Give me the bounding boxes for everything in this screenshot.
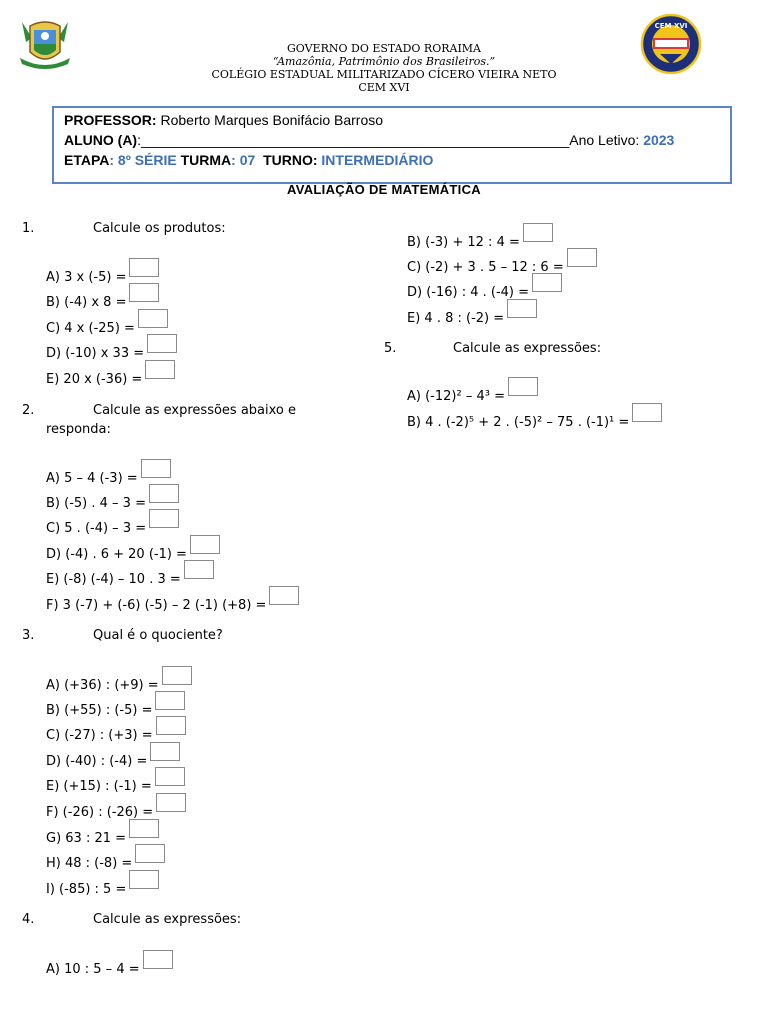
question-1-item-b: [46, 289, 159, 311]
item-text: D) (-4) . 6 + 20 (-1) =: [46, 547, 187, 562]
item-text: B) 4 . (-2)⁵ + 2 . (-5)² – 75 . (-1)¹ =: [407, 415, 630, 430]
answer-box[interactable]: [155, 691, 185, 710]
item-text: C) (-27) : (+3) =: [46, 728, 153, 743]
question-4-prompt: Calcule as expressões:: [93, 912, 242, 927]
item-text: E) (-8) (-4) – 10 . 3 =: [46, 572, 181, 587]
item-text: A) (-12)² – 4³ =: [407, 389, 505, 404]
question-2-item-c: [46, 515, 179, 537]
answer-box[interactable]: [156, 793, 186, 812]
item-text: B) (+55) : (-5) =: [46, 703, 153, 718]
stage-value: : 8º SÉRIE: [109, 152, 177, 168]
answer-box[interactable]: [141, 459, 171, 478]
answer-box[interactable]: [129, 870, 159, 889]
question-3-item-c: [46, 722, 186, 744]
question-4-item-a: [46, 956, 173, 978]
class-label: TURMA: [180, 152, 232, 168]
item-text: C) 5 . (-4) – 3 =: [46, 521, 147, 536]
item-text: C) (-2) + 3 . 5 – 12 : 6 =: [407, 260, 564, 275]
emblem-label: CEM XVI: [654, 22, 688, 30]
question-3-item-f: [46, 799, 186, 821]
header-government: GOVERNO DO ESTADO RORAIMA: [287, 42, 481, 55]
question-4-item-c: [407, 254, 597, 276]
answer-box[interactable]: [138, 309, 168, 328]
item-text: E) 20 x (-36) =: [46, 372, 143, 387]
item-text: H) 48 : (-8) =: [46, 856, 133, 871]
answer-box[interactable]: [190, 535, 220, 554]
question-5-prompt: Calcule as expressões:: [453, 341, 602, 356]
question-3-item-h: [46, 850, 165, 872]
answer-box[interactable]: [147, 334, 177, 353]
student-info-box: [52, 106, 732, 184]
answer-box[interactable]: [135, 844, 165, 863]
school-year-value: 2023: [643, 132, 675, 148]
question-1-item-d: [46, 340, 177, 362]
item-text: D) (-16) : 4 . (-4) =: [407, 285, 530, 300]
item-text: B) (-4) x 8 =: [46, 295, 127, 310]
question-2-item-f: [46, 592, 299, 614]
answer-box[interactable]: [507, 299, 537, 318]
item-text: A) 3 x (-5) =: [46, 270, 127, 285]
answer-box[interactable]: [269, 586, 299, 605]
question-4-item-b: [407, 229, 553, 251]
item-text: E) 4 . 8 : (-2) =: [407, 311, 505, 326]
item-text: A) 10 : 5 – 4 =: [46, 962, 140, 977]
question-4-item-e: [407, 305, 537, 327]
item-text: D) (-40) : (-4) =: [46, 754, 148, 769]
answer-box[interactable]: [129, 819, 159, 838]
shift-value: INTERMEDIÁRIO: [321, 152, 434, 168]
exam-title: AVALIAÇÃO DE MATEMÁTICA: [287, 182, 481, 197]
question-3-number: 3.: [22, 628, 35, 643]
student-line: [64, 132, 674, 148]
question-1-item-e: [46, 366, 175, 388]
header-school-name: COLÉGIO ESTADUAL MILITARIZADO CÍCERO VIEIRA NETO: [211, 68, 557, 81]
professor-name: Roberto Marques Bonifácio Barroso: [160, 112, 384, 128]
header-motto: “Amazônia, Patrimônio dos Brasileiros.”: [272, 55, 496, 68]
question-3-prompt: Qual é o quociente?: [93, 628, 223, 643]
school-year-label: Ano Letivo:: [569, 132, 644, 148]
item-text: G) 63 : 21 =: [46, 831, 127, 846]
answer-box[interactable]: [508, 377, 538, 396]
student-name-blank[interactable]: :_______________________________________________________: [137, 132, 570, 148]
answer-box[interactable]: [149, 509, 179, 528]
answer-box[interactable]: [632, 403, 662, 422]
header-school-code: CEM XVI: [358, 81, 410, 94]
question-1-number: 1.: [22, 221, 35, 236]
question-5-item-a: [407, 383, 538, 405]
item-text: A) (+36) : (+9) =: [46, 678, 159, 693]
stage-label: ETAPA: [64, 152, 110, 168]
item-text: I) (-85) : 5 =: [46, 882, 127, 897]
answer-box[interactable]: [184, 560, 214, 579]
answer-box[interactable]: [156, 716, 186, 735]
shift-label: TURNO:: [263, 152, 318, 168]
stage-line: [64, 152, 433, 168]
answer-box[interactable]: [567, 248, 597, 267]
question-2-item-e: [46, 566, 214, 588]
item-text: A) 5 – 4 (-3) =: [46, 471, 138, 486]
answer-box[interactable]: [129, 258, 159, 277]
answer-box[interactable]: [532, 273, 562, 292]
question-5-item-b: [407, 409, 662, 431]
answer-box[interactable]: [145, 360, 175, 379]
question-4-item-d: [407, 279, 562, 301]
question-2-prompt: Calcule as expressões abaixo e: [93, 403, 297, 418]
answer-box[interactable]: [143, 950, 173, 969]
answer-box[interactable]: [523, 223, 553, 242]
answer-box[interactable]: [155, 767, 185, 786]
professor-label: PROFESSOR:: [64, 112, 157, 128]
item-text: C) 4 x (-25) =: [46, 321, 135, 336]
question-2-prompt-cont: responda:: [46, 422, 111, 437]
item-text: D) (-10) x 33 =: [46, 346, 145, 361]
class-value: : 07: [231, 152, 256, 168]
item-text: B) (-5) . 4 – 3 =: [46, 496, 146, 511]
question-4-number: 4.: [22, 912, 35, 927]
question-3-item-e: [46, 773, 185, 795]
item-text: F) (-26) : (-26) =: [46, 805, 154, 820]
item-text: B) (-3) + 12 : 4 =: [407, 235, 520, 250]
professor-line: [64, 112, 383, 128]
student-label: ALUNO (A): [64, 132, 138, 148]
answer-box[interactable]: [162, 666, 192, 685]
question-3-item-i: [46, 876, 159, 898]
answer-box[interactable]: [150, 742, 180, 761]
question-2-number: 2.: [22, 403, 35, 418]
answer-box[interactable]: [129, 283, 159, 302]
item-text: F) 3 (-7) + (-6) (-5) – 2 (-1) (+8) =: [46, 598, 267, 613]
document-header: [0, 42, 768, 94]
answer-box[interactable]: [149, 484, 179, 503]
question-5-number: 5.: [384, 341, 397, 356]
item-text: E) (+15) : (-1) =: [46, 779, 152, 794]
question-1-prompt: Calcule os produtos:: [93, 221, 226, 236]
